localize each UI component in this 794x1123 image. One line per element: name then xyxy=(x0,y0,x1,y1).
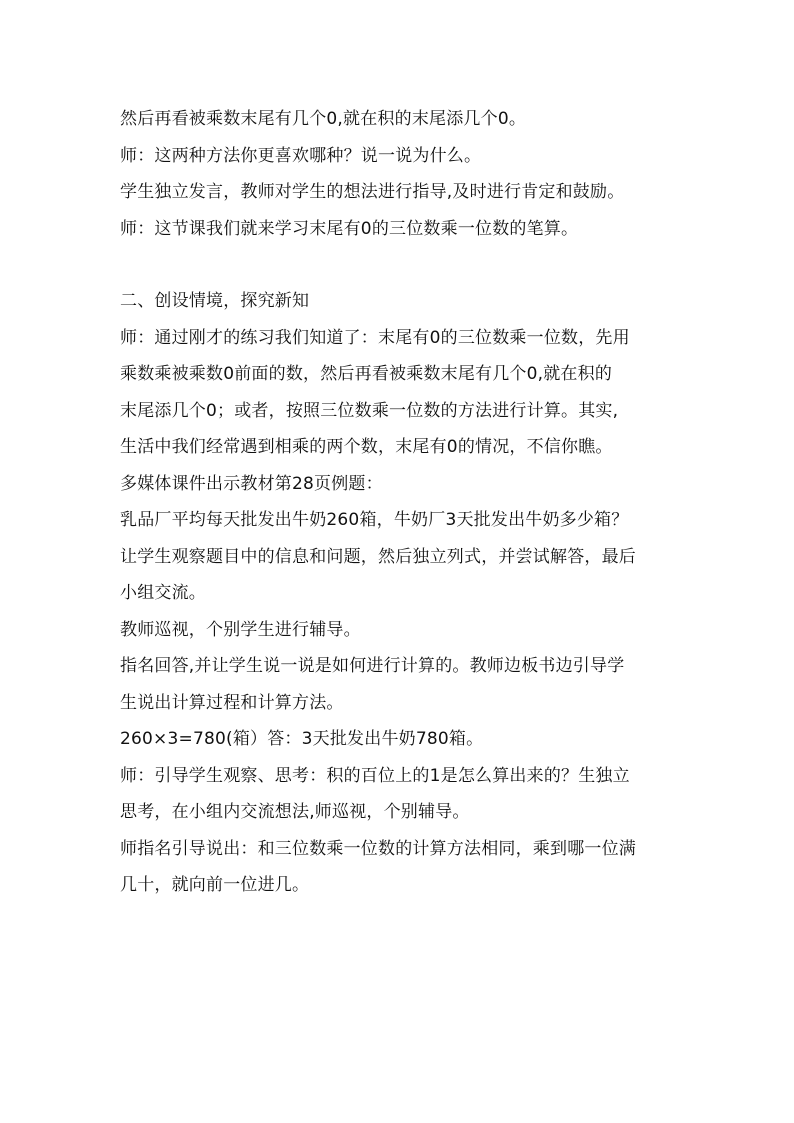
paragraph-7 xyxy=(120,539,680,612)
paragraph-1 xyxy=(120,101,680,138)
paragraph-gap xyxy=(120,247,680,283)
text-line: 然后再看被乘数末尾有几个0,就在积的末尾添几个0。 xyxy=(120,109,527,129)
text-line: 二、创设情境，探究新知 xyxy=(120,291,310,311)
text-line: 师指名引导说出：和三位数乘一位数的计算方法相同，乘到哪一位满 xyxy=(120,838,636,859)
text-line: 末尾添几个0；或者，按照三位数乘一位数的方法进行计算。其实, xyxy=(120,400,619,421)
text-line: 教师巡视，个别学生进行辅导。 xyxy=(120,619,361,640)
paragraph-6 xyxy=(120,466,680,503)
text-line: 乘数乘被乘数0前面的数，然后再看被乘数末尾有几个0,就在积的 xyxy=(120,364,613,384)
paragraph-3 xyxy=(120,174,680,211)
text-line: 师：这两种方法你更喜欢哪种？说一说为什么。 xyxy=(120,145,482,166)
paragraph-2 xyxy=(120,138,680,175)
text-line: 几十，就向前一位进几。 xyxy=(120,875,310,895)
text-line: 多媒体课件出示教材第28页例题： xyxy=(120,473,383,494)
paragraph-8 xyxy=(120,612,680,649)
section-heading xyxy=(120,283,680,320)
paragraph-10 xyxy=(120,758,680,831)
text-line: 指名回答,并让学生说一说是如何进行计算的。教师边板书边引导学 xyxy=(120,656,625,676)
text-line: 260×3=780(箱）答：3天批发出牛奶780箱。 xyxy=(120,729,484,749)
text-line: 让学生观察题目中的信息和问题，然后独立列式，并尝试解答，最后 xyxy=(120,546,636,567)
text-line: 小组交流。 xyxy=(120,583,206,603)
text-line: 师：引导学生观察、思考：积的百位上的1是怎么算出来的？生独立 xyxy=(120,765,630,786)
paragraph-5 xyxy=(120,320,680,466)
text-line: 生说出计算过程和计算方法。 xyxy=(120,692,344,713)
text-line: 师：通过刚才的练习我们知道了：末尾有0的三位数乘一位数，先用 xyxy=(120,327,630,348)
calculation-answer xyxy=(120,721,680,758)
text-line: 生活中我们经常遇到相乘的两个数，末尾有0的情况，不信你瞧。 xyxy=(120,437,613,457)
text-line: 师：这节课我们就来学习末尾有0的三位数乘一位数的笔算。 xyxy=(120,218,579,239)
text-line: 学生独立发言，教师对学生的想法进行指导,及时进行肯定和鼓励。 xyxy=(120,182,625,202)
document-body xyxy=(120,101,680,904)
paragraph-4 xyxy=(120,211,680,248)
text-line: 乳品厂平均每天批发出牛奶260箱，牛奶厂3天批发出牛奶多少箱？ xyxy=(120,510,629,530)
example-problem xyxy=(120,502,680,539)
text-line: 思考，在小组内交流想法,师巡视，个别辅导。 xyxy=(120,802,470,822)
paragraph-9 xyxy=(120,648,680,721)
paragraph-11 xyxy=(120,831,680,904)
